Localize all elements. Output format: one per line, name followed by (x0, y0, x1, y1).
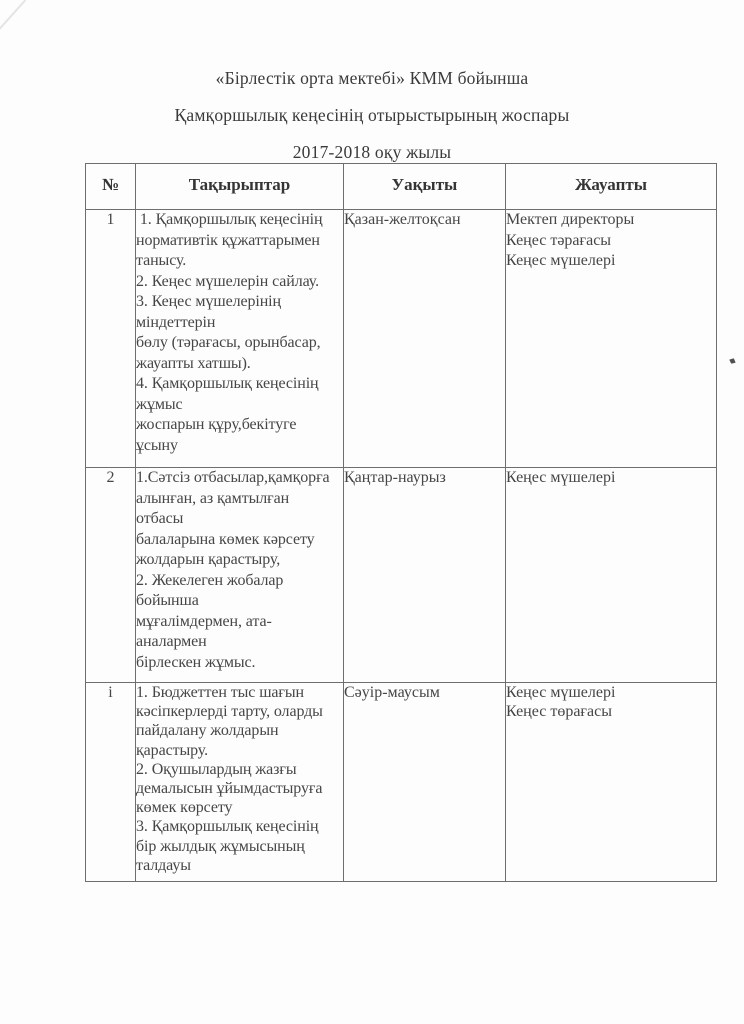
topic-line: бір жылдық жұмысының (136, 837, 305, 855)
header-number-column: № (86, 164, 136, 210)
title-line-plan-name: Қамқоршылық кеңесінің отырыстырының жоспары (174, 105, 570, 125)
time-value: Қаңтар-наурыз (344, 469, 446, 486)
topic-line: қарастыру. (136, 741, 209, 759)
topic-line: аналармен (136, 633, 207, 650)
row-topics-cell (136, 210, 344, 468)
row-number-cell: 2 (86, 468, 136, 683)
row-topics-cell (136, 683, 344, 882)
topic-line: кәсіпкерлерді тарту, оларды (136, 703, 323, 721)
topic-line: алынған, аз қамтылған (136, 489, 290, 507)
topic-line: 4. Қамқоршылық кеңесінің (136, 375, 319, 392)
header-time-column: Уақыты (344, 164, 506, 210)
row-number-cell: 1 (86, 210, 136, 468)
topic-line: 3. Кеңес мүшелерінің (136, 293, 281, 310)
row-responsible-cell (506, 683, 717, 882)
title-line-academic-year: 2017-2018 оқу жылы (292, 142, 452, 162)
row-time-cell (344, 683, 506, 882)
table-body (86, 210, 717, 882)
row-time-cell (344, 210, 506, 468)
table-row (86, 683, 717, 882)
topic-line: 1. Бюджеттен тыс шағын (136, 684, 305, 701)
topic-line: пайдалану жолдарын (136, 722, 279, 740)
responsible-line: Мектеп директоры (506, 211, 635, 228)
topic-line: 2. Кеңес мүшелерін сайлау. (136, 272, 320, 290)
topic-line: 1. Қамқоршылық кеңесінің (136, 211, 323, 228)
topic-line: жұмыс (136, 395, 183, 413)
header-responsible-column: Жауапты (506, 164, 717, 210)
topic-line: танысу. (136, 252, 187, 269)
table-row (86, 210, 717, 468)
time-value: Қазан-желтоқсан (344, 211, 461, 228)
row-time-cell (344, 468, 506, 683)
row-responsible-cell (506, 468, 717, 683)
responsible-line: Кеңес мүшелері (506, 252, 616, 269)
topic-line: жолдарын қарастыру, (136, 551, 281, 568)
topic-line: 2. Оқушылардың жазғы (136, 760, 297, 778)
topic-line: ұсыну (136, 436, 178, 454)
responsible-line: Кеңес төрағасы (506, 703, 612, 721)
row-responsible-cell (506, 210, 717, 468)
topic-line: талдауы (136, 856, 191, 874)
topic-line: мұғалімдермен, ата- (136, 612, 272, 630)
topic-line: нормативтік құжаттарымен (136, 231, 320, 249)
time-value: Сәуір-маусым (344, 684, 440, 701)
topic-line: демалысын ұйымдастыруға (136, 780, 323, 798)
topic-line: бойынша (136, 592, 199, 609)
row-topics-cell (136, 468, 344, 683)
topic-line: балаларына көмек кәрсету (136, 530, 315, 548)
scan-edge-artifact (0, 0, 26, 31)
topic-line: бөлу (тәрағасы, орынбасар, (136, 334, 321, 351)
responsible-line: Кеңес тәрағасы (506, 231, 612, 249)
topic-line: бірлескен жұмыс. (136, 653, 256, 671)
header-topics-column: Тақырыптар (136, 164, 344, 210)
row-number-cell: і (86, 683, 136, 882)
title-line-organization: «Бірлестік орта мектебі» КММ бойынша (215, 68, 529, 88)
table-row (86, 468, 717, 683)
ink-speck-artifact (728, 357, 737, 365)
meeting-plan-table (85, 163, 717, 882)
topic-line: 3. Қамқоршылық кеңесінің (136, 818, 319, 836)
topic-line: 1.Сәтсіз отбасылар,қамқорға (136, 469, 330, 486)
responsible-line: Кеңес мүшелері (506, 684, 616, 701)
topic-line: жоспарын құру,бекітуге (136, 416, 297, 433)
responsible-line: Кеңес мүшелері (506, 469, 616, 486)
table-header-row (86, 164, 717, 210)
topic-line: отбасы (136, 510, 184, 527)
topic-line: 2. Жекелеген жобалар (136, 571, 284, 589)
document-title (0, 60, 744, 171)
topic-line: жауапты хатшы). (136, 354, 251, 372)
topic-line: міндеттерін (136, 313, 216, 331)
topic-line: көмек көрсету (136, 799, 233, 817)
